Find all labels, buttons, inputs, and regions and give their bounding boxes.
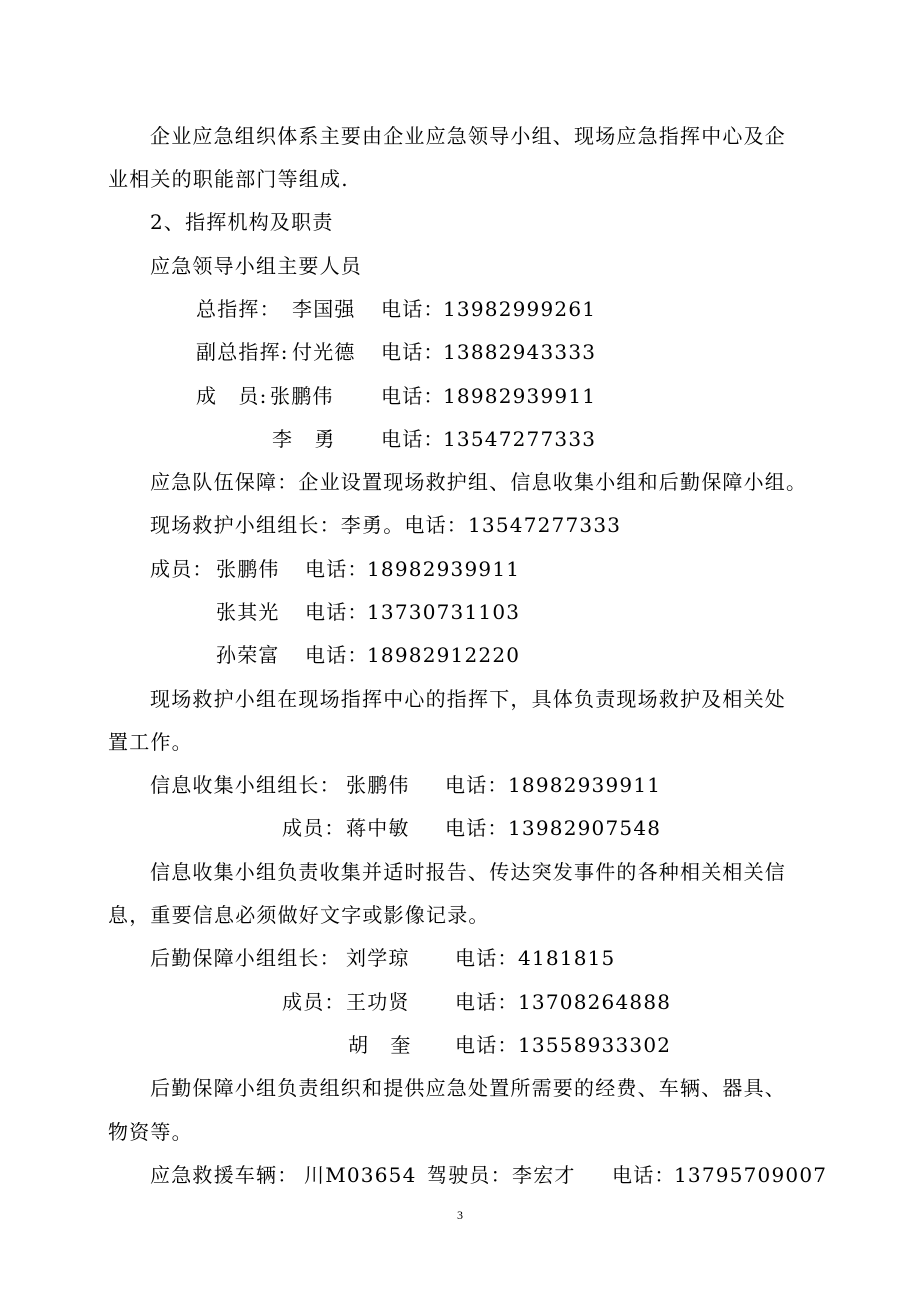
leadership-name: 张鹏伟 bbox=[270, 384, 334, 408]
rescue-member-phone-label: 电话： bbox=[305, 643, 369, 667]
vehicle-plate: 川M03654 bbox=[304, 1163, 417, 1187]
logistics-duty-line-1: 后勤保障小组负责组织和提供应急处置所需要的经费、车辆、器具、 bbox=[150, 1076, 786, 1100]
rescue-leader-line: 现场救护小组组长：李勇。电话：13547277333 bbox=[150, 513, 622, 537]
rescue-member-name: 张鹏伟 bbox=[216, 557, 280, 581]
rescue-members-label: 成员： bbox=[150, 557, 214, 581]
info-leader-label: 信息收集小组组长： bbox=[150, 773, 341, 797]
leadership-heading: 应急领导小组主要人员 bbox=[150, 254, 362, 278]
info-leader-phone-label: 电话： bbox=[445, 773, 509, 797]
vehicle-driver: 李宏才 bbox=[512, 1163, 576, 1187]
leadership-phone-label: 电话： bbox=[381, 427, 445, 451]
info-duty-line-1: 信息收集小组负责收集并适时报告、传达突发事件的各种相关相关信 bbox=[150, 860, 786, 884]
info-member-phone: 13982907548 bbox=[508, 816, 662, 840]
logistics-leader-label: 后勤保障小组组长： bbox=[150, 946, 341, 970]
leadership-phone: 13882943333 bbox=[443, 340, 597, 364]
logistics-leader-phone: 4181815 bbox=[518, 946, 616, 970]
rescue-member-phone-label: 电话： bbox=[305, 557, 369, 581]
leadership-role: 总指挥： bbox=[196, 297, 281, 321]
leadership-name: 付光德 bbox=[292, 340, 356, 364]
vehicle-label: 应急救援车辆： bbox=[150, 1163, 299, 1187]
vehicle-phone-label: 电话： bbox=[612, 1163, 676, 1187]
page-number: 3 bbox=[457, 1208, 463, 1222]
logistics-duty-line-2: 物资等。 bbox=[108, 1120, 193, 1144]
leadership-phone-label: 电话： bbox=[381, 384, 445, 408]
section-heading: 2、指挥机构及职责 bbox=[150, 210, 334, 234]
info-duty-line-2: 息，重要信息必须做好文字或影像记录。 bbox=[108, 903, 490, 927]
info-member-phone-label: 电话： bbox=[445, 816, 509, 840]
intro-line-1: 企业应急组织体系主要由企业应急领导小组、现场应急指挥中心及企 bbox=[150, 124, 786, 148]
logistics-member-phone-label: 电话： bbox=[455, 1033, 519, 1057]
logistics-member-phone: 13708264888 bbox=[518, 990, 672, 1014]
info-member-label: 成员： bbox=[282, 816, 346, 840]
rescue-member-phone-label: 电话： bbox=[305, 600, 369, 624]
info-leader-name: 张鹏伟 bbox=[346, 773, 410, 797]
vehicle-driver-label: 驾驶员： bbox=[427, 1163, 512, 1187]
info-member-name: 蒋中敏 bbox=[346, 816, 410, 840]
leadership-phone-label: 电话： bbox=[381, 297, 445, 321]
rescue-member-name: 孙荣富 bbox=[216, 643, 280, 667]
logistics-member-phone: 13558933302 bbox=[518, 1033, 672, 1057]
rescue-member-phone: 13730731103 bbox=[367, 600, 521, 624]
logistics-member-name: 胡 奎 bbox=[348, 1033, 412, 1057]
team-guarantee: 应急队伍保障：企业设置现场救护组、信息收集小组和后勤保障小组。 bbox=[150, 470, 808, 494]
leadership-name: 李 勇 bbox=[272, 427, 336, 451]
leadership-role: 成 员: bbox=[196, 384, 268, 408]
rescue-member-phone: 18982912220 bbox=[367, 643, 521, 667]
leadership-phone-label: 电话： bbox=[381, 340, 445, 364]
leadership-phone: 13982999261 bbox=[443, 297, 597, 321]
logistics-leader-name: 刘学琼 bbox=[346, 946, 410, 970]
logistics-member-phone-label: 电话： bbox=[455, 990, 519, 1014]
rescue-member-name: 张其光 bbox=[216, 600, 280, 624]
info-leader-phone: 18982939911 bbox=[508, 773, 662, 797]
leadership-phone: 13547277333 bbox=[443, 427, 597, 451]
logistics-member-label: 成员： bbox=[282, 990, 346, 1014]
intro-line-2: 业相关的职能部门等组成. bbox=[108, 167, 349, 191]
leadership-name: 李国强 bbox=[292, 297, 356, 321]
rescue-duty-line-2: 置工作。 bbox=[108, 730, 193, 754]
logistics-leader-phone-label: 电话： bbox=[455, 946, 519, 970]
logistics-member-name: 王功贤 bbox=[346, 990, 410, 1014]
rescue-member-phone: 18982939911 bbox=[367, 557, 521, 581]
leadership-role: 副总指挥: bbox=[196, 340, 289, 364]
rescue-duty-line-1: 现场救护小组在现场指挥中心的指挥下，具体负责现场救护及相关处 bbox=[150, 687, 786, 711]
leadership-phone: 18982939911 bbox=[443, 384, 597, 408]
vehicle-phone: 13795709007 bbox=[674, 1163, 828, 1187]
